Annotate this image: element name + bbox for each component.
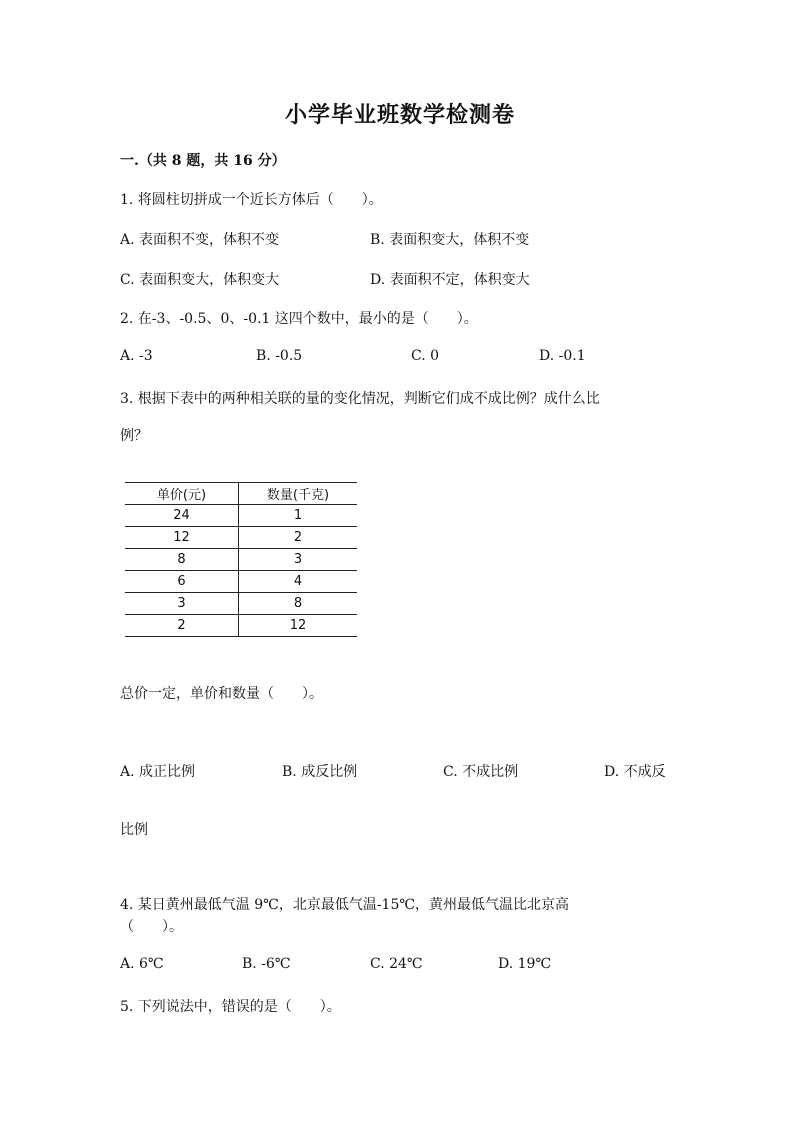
table-cell: 12 — [125, 527, 239, 549]
table-row — [125, 615, 357, 637]
table-header-quantity: 数量(千克) — [266, 488, 330, 503]
table-cell: 3 — [293, 552, 303, 567]
table-cell: 2 — [293, 530, 303, 545]
question-2-option-a: A. -3 — [120, 348, 153, 364]
table-cell: 24 — [125, 505, 239, 527]
table-cell: 6 — [125, 571, 239, 593]
question-5-stem: 5. 下列说法中，错误的是（ ）。 — [120, 999, 341, 1015]
question-1-option-a: A. 表面积不变，体积不变 — [120, 232, 280, 248]
question-4-stem-line1: 4. 某日黄州最低气温 9℃，北京最低气温-15℃，黄州最低气温比北京高 — [120, 897, 570, 913]
question-1-stem: 1. 将圆柱切拼成一个近长方体后（ ）。 — [120, 192, 383, 208]
question-3-option-b: B. 成反比例 — [282, 764, 358, 780]
table-row — [125, 549, 357, 571]
table-row — [125, 571, 357, 593]
table-header-row — [125, 483, 357, 505]
question-2-stem: 2. 在-3、-0.5、0、-0.1 这四个数中，最小的是（ ）。 — [120, 311, 478, 327]
table-cell: 8 — [293, 596, 303, 611]
price-quantity-table — [125, 482, 357, 637]
question-4-option-c: C. 24℃ — [370, 956, 423, 972]
table-cell: 1 — [293, 508, 303, 523]
table-cell: 12 — [289, 618, 307, 633]
question-4-option-b: B. -6℃ — [242, 956, 291, 972]
question-3-prompt: 总价一定，单价和数量（ ）。 — [120, 686, 323, 702]
table-row — [125, 527, 357, 549]
question-2-option-d: D. -0.1 — [539, 348, 586, 364]
question-3-stem-line1: 3. 根据下表中的两种相关联的量的变化情况，判断它们成不成比例？成什么比 — [120, 391, 600, 407]
table-row — [125, 505, 357, 527]
question-1-option-d: D. 表面积不定，体积变大 — [370, 272, 530, 288]
question-1-option-b: B. 表面积变大，体积不变 — [370, 232, 530, 248]
question-3-stem-line2: 例？ — [120, 428, 148, 444]
question-3-option-c: C. 不成比例 — [443, 764, 519, 780]
question-1-option-c: C. 表面积变大，体积变大 — [120, 272, 280, 288]
page-title: 小学毕业班数学检测卷 — [284, 102, 515, 128]
section-heading: 一.（共 8 题，共 16 分） — [120, 153, 286, 169]
table-cell: 3 — [125, 593, 239, 615]
table-cell: 2 — [125, 615, 239, 637]
table-header-unit-price: 单价(元) — [125, 483, 239, 505]
table-cell: 8 — [125, 549, 239, 571]
question-3-option-a: A. 成正比例 — [120, 764, 196, 780]
table-cell: 4 — [293, 574, 303, 589]
question-4-stem-line2: （ ）。 — [120, 919, 183, 935]
question-4-option-a: A. 6℃ — [120, 956, 164, 972]
table-row — [125, 593, 357, 615]
question-3-option-d-wrap: 比例 — [120, 822, 148, 838]
question-3-option-d: D. 不成反 — [604, 764, 666, 780]
question-2-option-c: C. 0 — [411, 348, 440, 364]
question-4-option-d: D. 19℃ — [498, 956, 552, 972]
question-2-option-b: B. -0.5 — [256, 348, 303, 364]
